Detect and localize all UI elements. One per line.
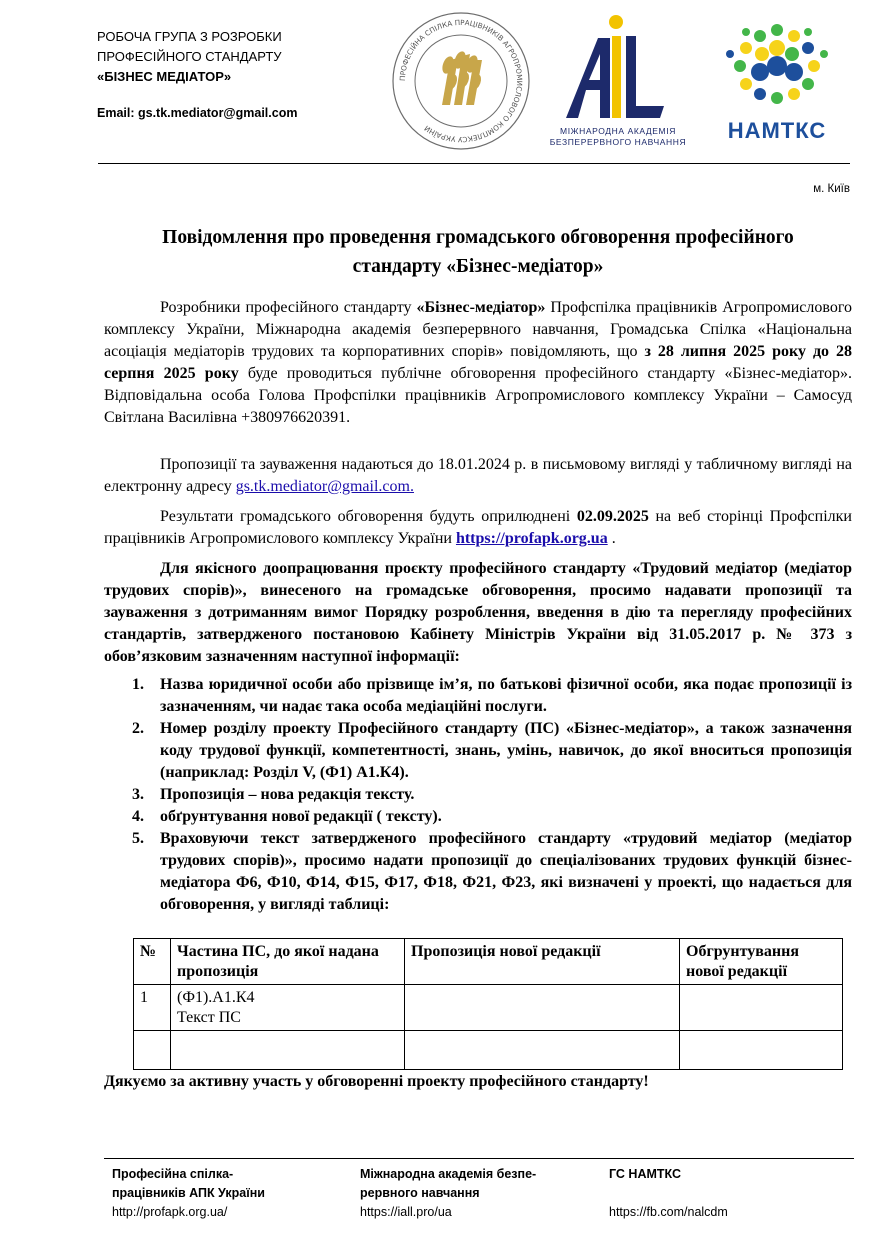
list-item-number: 5. (132, 830, 144, 847)
union-ring-text: ПРОФЕСІЙНА СПІЛКА ПРАЦІВНИКІВ АГРОПРОМИСЛОВОГО КОМПЛЕКСУ УКРАЇНИ (397, 17, 525, 145)
table-header-cell: № (134, 939, 171, 985)
footer-academy-name-1: Міжнародна академія безпе- (360, 1167, 537, 1181)
table-header-row (134, 939, 843, 985)
p2-text-1: Пропозиції та зауваження надаються до 18.01.2024 р. в письмовому вигляді у табличному вигляді на електронну адресу (104, 456, 852, 495)
paragraph-request: Для якісного доопрацювання проєкту професійного стандарту «Трудовий медіатор (медіатор трудових спорів)», винесеного на громадське обговорення, просимо надавати пропозиції та зауваження з дотриманням вимог Порядку розроблення, введення в дію та перегляду професійних стандартів, затвердженого постановою Кабінету Міністрів України від 31.05.2017 р. № 373 з обов’язковим зазначенням наступної інформації: (104, 560, 852, 665)
document-title-line-2: стандарту «Бізнес-медіатор» (352, 256, 604, 277)
city-label: м. Київ (813, 183, 850, 195)
footer-col-union (112, 1165, 265, 1222)
list-item (104, 784, 852, 806)
list-item-text: Пропозиція – нова редакція тексту. (160, 786, 415, 803)
list-item-text: Враховуючи текст затвердженого професійного стандарту «трудовий медіатор (медіатор трудових спорів)», просимо надати пропозиції до спеціалізованих трудових функцій бізнес-медіатора Ф6, Ф10, Ф14, Ф15, Ф17, Ф18, Ф21, Ф23, які визначені у проекті, що надається для обговорення, у вигляді таблиці: (160, 830, 852, 913)
footer-namtks-name: ГС НАМТКС (609, 1167, 682, 1181)
table-cell (171, 985, 405, 1031)
requirements-list (104, 674, 852, 916)
working-group-title (97, 27, 282, 87)
dots-circle-icon (726, 24, 828, 104)
trade-union-logo (390, 10, 532, 152)
list-item-number: 4. (132, 808, 144, 825)
list-item-number: 1. (132, 676, 144, 693)
header-divider (98, 163, 850, 164)
table-cell-text: Текст ПС (177, 1009, 241, 1026)
working-group-line-2: ПРОФЕСІЙНОГО СТАНДАРТУ (97, 49, 282, 64)
footer-union-url[interactable]: http://profapk.org.ua/ (112, 1205, 228, 1219)
header-email (97, 106, 297, 120)
profapk-link[interactable]: https://profapk.org.ua (455, 530, 608, 547)
p3-date: 02.09.2025 (576, 508, 649, 525)
list-item-number: 2. (132, 720, 144, 737)
footer-namtks-url[interactable]: https://fb.com/nalcdm (609, 1205, 728, 1219)
working-group-line-1: РОБОЧА ГРУПА З РОЗРОБКИ (97, 29, 282, 44)
p1-period: з 28 липня 2025 року до 28 серпня 2025 року (104, 343, 853, 382)
footer-spacer (609, 1184, 728, 1203)
list-item-number: 3. (132, 786, 144, 803)
document-title (90, 223, 866, 281)
list-item-text: обґрунтування нової редакції ( тексту). (160, 808, 442, 825)
p1-text-2: Профспілка працівників Агропромислового комплексу України, Міжнародна академія безперервного навчання, Громадська Спілка «Національна асоціація медіаторів трудових та корпоративних спорів» повідомляють, що (104, 299, 853, 360)
ail-letters-icon (566, 36, 664, 118)
wheat-icon (440, 50, 483, 105)
table-header-cell: Обгрунтування нової редакції (680, 939, 843, 985)
table-cell (171, 1031, 405, 1070)
table-header-cell: Частина ПС, до якої надана пропозиція (171, 939, 405, 985)
working-group-line-3: «БІЗНЕС МЕДІАТОР» (97, 69, 232, 84)
table-cell-text: (Ф1).А1.К4 (177, 989, 255, 1006)
proposal-table (133, 938, 843, 1070)
p1-text-3: буде проводиться публічне обговорення професійного стандарту «Бізнес-медіатор». Відповідальна особа Голова Профспілки працівників Агропромислового комплексу України – Самосуд Світлана Василівна +380976620391. (104, 365, 852, 426)
table-cell (405, 1031, 680, 1070)
email-link[interactable]: gs.tk.mediator@gmail.com. (235, 478, 414, 495)
thanks-text: Дякуємо за активну участь у обговоренні проекту професійного стандарту! (104, 1073, 649, 1090)
table-header-cell: Пропозиція нової редакції (405, 939, 680, 985)
table-cell: 1 (134, 985, 171, 1031)
p1-text-1: Розробники професійного стандарту (160, 299, 417, 316)
table-cell (134, 1031, 171, 1070)
table-cell (680, 985, 843, 1031)
table-row (134, 1031, 843, 1070)
table-cell (680, 1031, 843, 1070)
footer-col-namtks (609, 1165, 728, 1222)
list-item (104, 718, 852, 784)
list-item (104, 674, 852, 718)
footer-academy-name-2: рервного навчання (360, 1186, 480, 1200)
footer-academy-url[interactable]: https://iall.pro/ua (360, 1205, 452, 1219)
ail-caption-line-2: БЕЗПЕРЕРВНОГО НАВЧАННЯ (549, 137, 687, 147)
table-cell (405, 985, 680, 1031)
footer-col-academy (360, 1165, 536, 1222)
email-label: Email: (97, 106, 135, 120)
p3-text-3: . (607, 530, 616, 547)
email-value[interactable]: gs.tk.mediator@gmail.com (138, 106, 298, 120)
p3-text-2: на веб сторінці Профспілки працівників Агропромислового комплексу України (104, 508, 852, 547)
ail-caption (538, 126, 698, 148)
list-item (104, 806, 852, 828)
list-item-text: Назва юридичної особи або прізвище ім’я, по батькові фізичної особи, яка подає пропозиції із зазначенням, чи надає така особа медіаційні послуги. (160, 676, 852, 715)
list-item (104, 828, 852, 916)
ail-caption-line-1: МІЖНАРОДНА АКАДЕМІЯ (560, 126, 676, 136)
footer-divider (104, 1158, 854, 1159)
table-row (134, 985, 843, 1031)
list-item-text: Номер розділу проекту Професійного стандарту (ПС) «Бізнес-медіатор», а також зазначення коду трудової функції, компетентності, знань, умінь, навичок, до якої вноситься пропозиція (наприклад: Розділ V, (Ф1) А1.К4). (160, 720, 852, 781)
paragraph-developers (104, 297, 852, 429)
namtks-wordmark: НАМТКС (727, 118, 827, 143)
footer-union-name-1: Професійна спілка- (112, 1167, 234, 1181)
p3-text-1: Результати громадського обговорення будуть оприлюднені (160, 508, 577, 525)
paragraph-submission (104, 454, 852, 498)
footer-union-name-2: працівників АПК України (112, 1186, 265, 1200)
p1-standard-name: «Бізнес-медіатор» (416, 299, 546, 316)
document-title-line-1: Повідомлення про проведення громадського обговорення професійного (162, 227, 794, 248)
paragraph-results (104, 506, 852, 550)
